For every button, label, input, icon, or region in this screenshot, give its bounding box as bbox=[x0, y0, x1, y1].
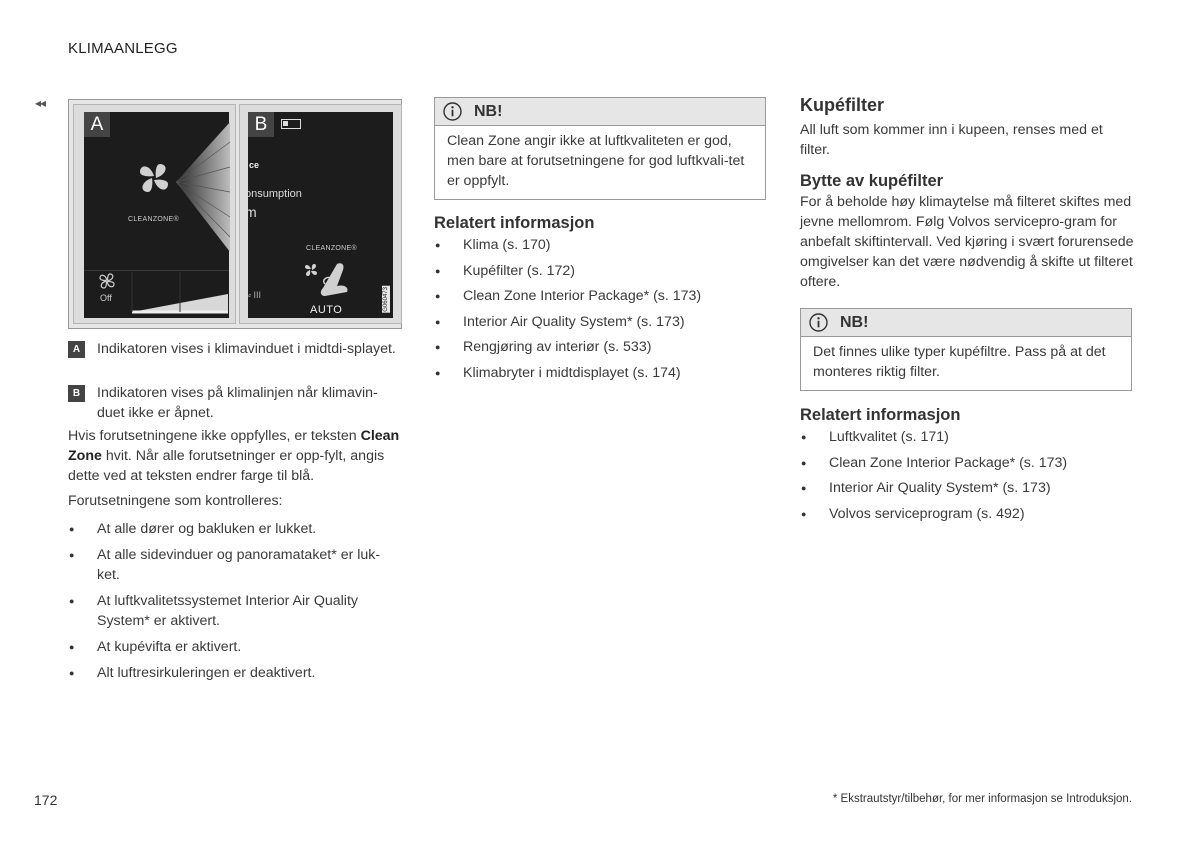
display-text-fragment: ce bbox=[249, 160, 260, 170]
related-link[interactable]: ● Luftkvalitet (s. 171) bbox=[800, 427, 1140, 447]
info-icon bbox=[809, 313, 828, 332]
caption-a bbox=[68, 339, 402, 359]
fan-off-icon bbox=[98, 272, 116, 290]
auto-label: AUTO bbox=[310, 304, 343, 316]
display-text-fragment: onsumption bbox=[245, 188, 302, 200]
airflow-graphic bbox=[176, 122, 230, 252]
change-filter-heading: Bytte av kupéfilter bbox=[800, 172, 944, 190]
footnote: * Ekstrautstyr/tilbehør, for mer informasjon se Introduksjon. bbox=[832, 793, 1132, 805]
panel-b-tag: B bbox=[248, 112, 274, 137]
related-info-list bbox=[800, 427, 1140, 524]
related-link[interactable]: ● Clean Zone Interior Package* (s. 173) bbox=[800, 453, 1140, 473]
caption-text: Indikatoren vises i klimavinduet i midtdi-splayet. bbox=[97, 341, 396, 357]
related-link[interactable]: ● Klimabryter i midtdisplayet (s. 174) bbox=[434, 363, 774, 383]
fan-off-label: Off bbox=[100, 293, 112, 303]
text-span: Hvis forutsetningene ikke oppfylles, er teksten bbox=[68, 428, 361, 444]
change-filter-text: For å beholde høy klimaytelse må filteret skiftes med jevne mellomrom. Følg Volvos servicepro-gram for anbefalt skiftintervall. Ved kjøring i svært forurensede omgivelser kan det være nødvendig å skifte ut filteret oftere. bbox=[800, 194, 1134, 290]
list-item: ● At kupévifta er aktivert. bbox=[68, 637, 402, 657]
clean-zone-label: CLEANZONE® bbox=[128, 216, 179, 223]
related-info-heading: Relatert informasjon bbox=[800, 406, 961, 424]
related-link[interactable]: ● Volvos serviceprogram (s. 492) bbox=[800, 504, 1140, 524]
image-code: G060473 bbox=[383, 287, 389, 312]
note-text: Clean Zone angir ikke at luftkvaliteten er god, men bare at forutsetningene for god luftkvali-tet er oppfylt. bbox=[447, 133, 745, 189]
battery-icon bbox=[281, 119, 301, 129]
climate-line-screen bbox=[245, 112, 393, 318]
related-link[interactable]: ● Kupéfilter (s. 172) bbox=[434, 261, 774, 281]
caption-tag: B bbox=[68, 385, 85, 402]
list-item: ● At alle dører og bakluken er lukket. bbox=[68, 519, 402, 539]
related-info-list bbox=[434, 235, 774, 383]
panel-b bbox=[239, 104, 402, 324]
display-text-fragment: m bbox=[245, 204, 257, 220]
note-text: Det finnes ulike typer kupéfiltre. Pass på at det monteres riktig filter. bbox=[813, 344, 1106, 380]
note-header bbox=[801, 309, 1131, 337]
note-box bbox=[434, 97, 766, 200]
heat-level-indicator: ⸗ III bbox=[248, 290, 261, 300]
info-icon bbox=[443, 102, 462, 121]
continued-marker: ◂◂ bbox=[35, 96, 46, 110]
caption-b bbox=[68, 383, 402, 423]
kupefilter-intro: All luft som kommer inn i kupeen, renses med et filter. bbox=[800, 122, 1103, 158]
caption-text: Indikatoren vises på klimalinjen når klimavin-duet ikke er åpnet. bbox=[97, 385, 378, 421]
clean-zone-paragraph bbox=[68, 426, 404, 486]
caption-tag: A bbox=[68, 341, 85, 358]
page-number: 172 bbox=[34, 792, 58, 808]
note-box bbox=[800, 308, 1132, 391]
section-header: KLIMAANLEGG bbox=[68, 40, 178, 57]
related-link[interactable]: ● Clean Zone Interior Package* (s. 173) bbox=[434, 286, 774, 306]
note-header bbox=[435, 98, 765, 126]
related-link[interactable]: ● Rengjøring av interiør (s. 533) bbox=[434, 337, 774, 357]
list-item: ● At luftkvalitetssystemet Interior Air Quality System* er aktivert. bbox=[68, 591, 402, 631]
kupefilter-heading: Kupéfilter bbox=[800, 95, 885, 115]
seat-airflow-icon bbox=[303, 262, 351, 298]
note-title: NB! bbox=[474, 102, 503, 120]
list-item: ● Alt luftresirkuleringen er deaktivert. bbox=[68, 663, 402, 683]
note-title: NB! bbox=[840, 313, 869, 331]
clean-zone-label: CLEANZONE® bbox=[306, 245, 357, 252]
related-link[interactable]: ● Interior Air Quality System* (s. 173) bbox=[434, 312, 774, 332]
related-info-heading: Relatert informasjon bbox=[434, 214, 595, 232]
fan-level-slider bbox=[132, 272, 228, 314]
list-item: ● At alle sidevinduer og panoramataket* er luk-ket. bbox=[68, 545, 402, 585]
related-link[interactable]: ● Klima (s. 170) bbox=[434, 235, 774, 255]
conditions-intro: Forutsetningene som kontrolleres: bbox=[68, 493, 283, 509]
climate-window-screen bbox=[84, 112, 229, 318]
related-link[interactable]: ● Interior Air Quality System* (s. 173) bbox=[800, 478, 1140, 498]
conditions-list bbox=[68, 519, 402, 683]
bold-text: Clean Zone bbox=[68, 428, 400, 464]
fan-icon bbox=[136, 160, 172, 196]
climate-display-figure bbox=[68, 99, 402, 329]
panel-a bbox=[73, 104, 236, 324]
text-span: hvit. Når alle forutsetninger er opp-fylt, angis dette ved at teksten endrer farge til blå. bbox=[68, 448, 385, 484]
panel-a-tag: A bbox=[84, 112, 110, 137]
